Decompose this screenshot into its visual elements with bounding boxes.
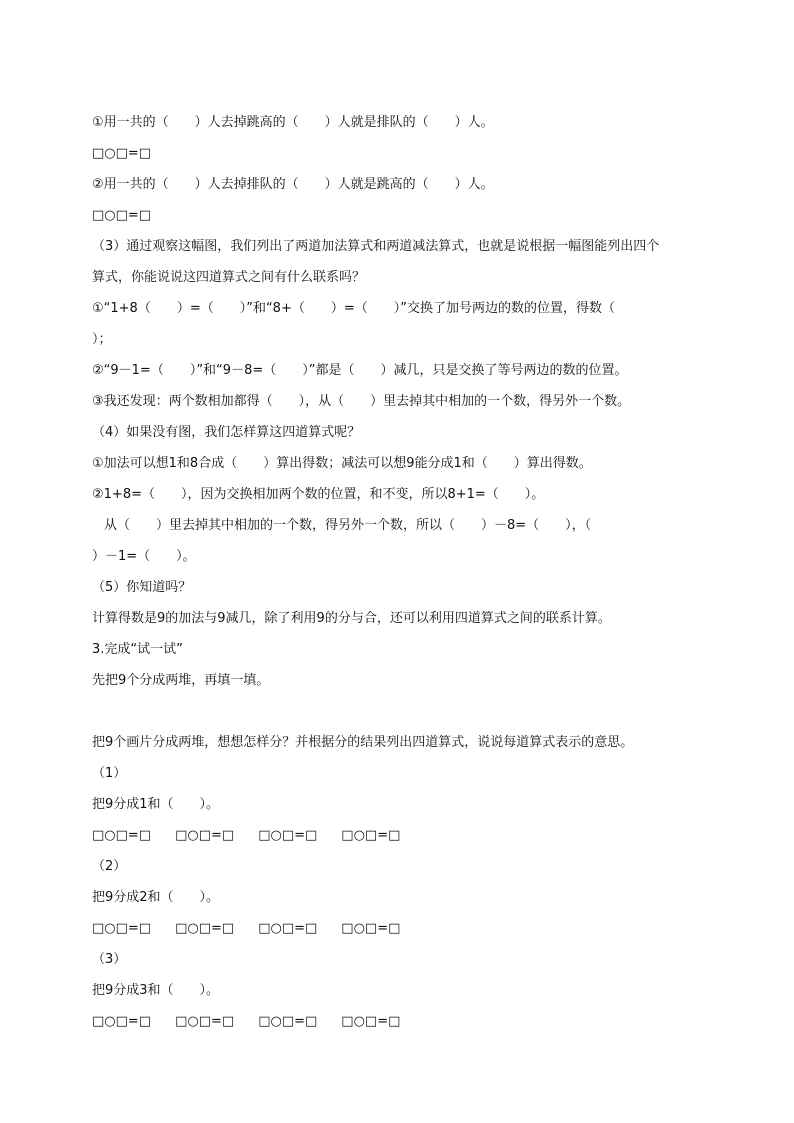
text-line: ①加法可以想1和8合成（ ）算出得数；减法可以想9能分成1和（ ）算出得数。 xyxy=(92,456,592,471)
text-line: ）－1=（ ）。 xyxy=(92,549,196,564)
text-line: 先把9个分成两堆，再填一填。 xyxy=(92,673,270,688)
sub-item-number: （3） xyxy=(92,952,127,967)
equation-template: □○□=□ xyxy=(92,146,152,161)
text-line: （4）如果没有图，我们怎样算这四道算式呢？ xyxy=(92,425,361,440)
text-line: 把9个画片分成两堆，想想怎样分？并根据分的结果列出四道算式，说说每道算式表示的意思。 xyxy=(92,735,634,750)
text-line: ②用一共的（ ）人去掉排队的（ ）人就是跳高的（ ）人。 xyxy=(92,177,494,192)
equation-template: □○□=□ xyxy=(92,921,152,936)
equation-template: □○□=□ xyxy=(175,921,235,936)
equation-template: □○□=□ xyxy=(92,1014,152,1029)
text-line: ②“9－1=（ ）”和“9－8=（ ）”都是（ ）减几，只是交换了等号两边的数的位置。 xyxy=(92,363,628,378)
equation-template: □○□=□ xyxy=(175,828,235,843)
equation-template: □○□=□ xyxy=(92,828,152,843)
text-line: ②1+8=（ ），因为交换相加两个数的位置，和不变，所以8+1=（ ）。 xyxy=(92,487,545,502)
text-line: ）； xyxy=(92,332,112,347)
equation-row xyxy=(92,1013,734,1031)
text-line: （5）你知道吗？ xyxy=(92,580,192,595)
text-line: 计算得数是9的加法与9减几，除了利用9的分与合，还可以利用四道算式之间的联系计算。 xyxy=(92,611,611,626)
text-line: 把9分成1和（ ）。 xyxy=(92,797,220,812)
text-line: 把9分成2和（ ）。 xyxy=(92,890,220,905)
equation-template: □○□=□ xyxy=(258,828,318,843)
text-line: 从（ ）里去掉其中相加的一个数，得另外一个数，所以（ ）－8=（ ），（ xyxy=(104,518,592,533)
equation-template: □○□=□ xyxy=(175,1014,235,1029)
text-line: 算式，你能说说这四道算式之间有什么联系吗？ xyxy=(92,270,366,285)
equation-row xyxy=(92,827,734,845)
equation-template: □○□=□ xyxy=(258,921,318,936)
sub-item-number: （2） xyxy=(92,859,127,874)
section-heading: 3.完成“试一试” xyxy=(92,642,183,657)
text-line: ③我还发现：两个数相加都得（ ），从（ ）里去掉其中相加的一个数，得另外一个数。 xyxy=(92,394,631,409)
text-line: （3）通过观察这幅图，我们列出了两道加法算式和两道减法算式，也就是说根据一幅图能列出四个 xyxy=(92,239,660,254)
equation-row xyxy=(92,920,734,938)
text-line: 把9分成3和（ ）。 xyxy=(92,983,220,998)
equation-template: □○□=□ xyxy=(341,1014,401,1029)
text-line: ①“1+8（ ）=（ ）”和“8+（ ）=（ ）”交换了加号两边的数的位置，得数（ xyxy=(92,301,615,316)
equation-template: □○□=□ xyxy=(258,1014,318,1029)
equation-template: □○□=□ xyxy=(92,208,152,223)
equation-template: □○□=□ xyxy=(341,828,401,843)
equation-template: □○□=□ xyxy=(341,921,401,936)
sub-item-number: （1） xyxy=(92,766,127,781)
text-line: ①用一共的（ ）人去掉跳高的（ ）人就是排队的（ ）人。 xyxy=(92,115,494,130)
